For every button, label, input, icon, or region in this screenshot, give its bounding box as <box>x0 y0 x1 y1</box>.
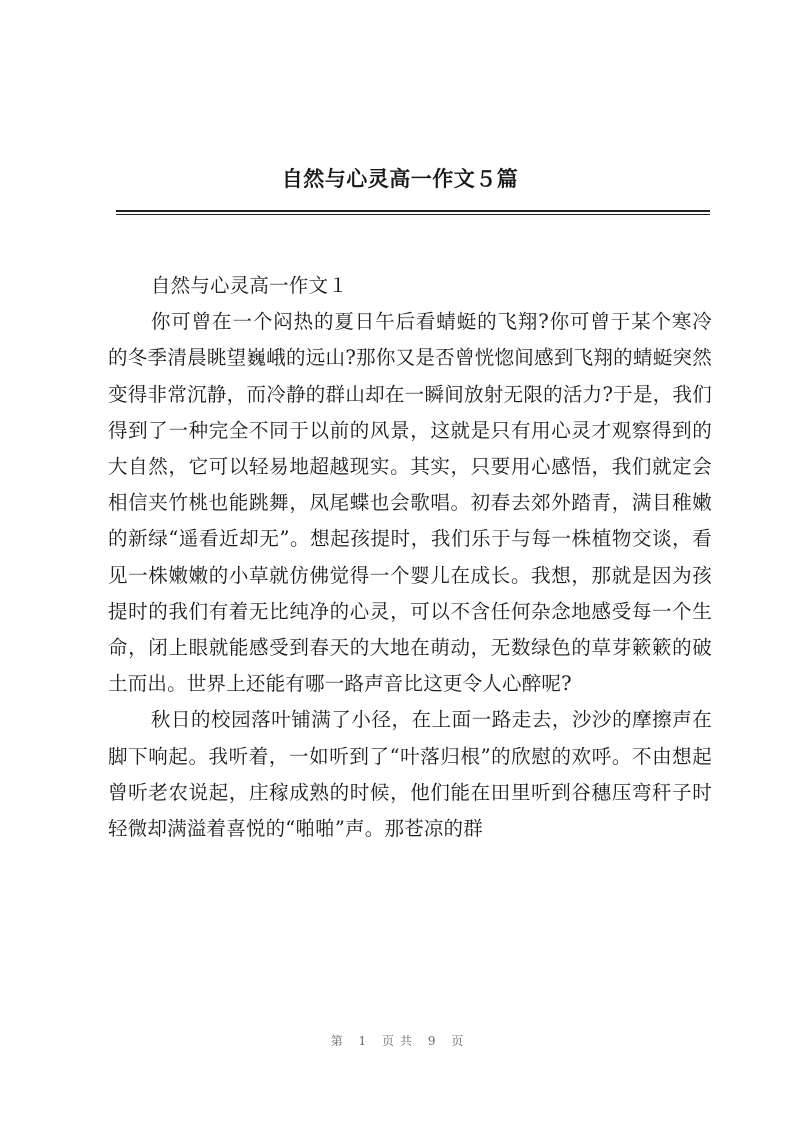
page-number-footer: 第 1 页共 9 页 <box>330 1034 470 1048</box>
body-paragraph: 秋日的校园落叶铺满了小径，在上面一路走去，沙沙的摩擦声在脚下响起。我听着，一如听到了“叶落归根”的欣慰的欢呼。不由想起曾听老农说起，庄稼成熟的时候，他们能在田里听到谷穗压弯秆子时轻微却满溢着喜悦的“啪啪”声。那苍凉的群 <box>108 708 712 841</box>
document-body <box>108 268 712 847</box>
section-heading: 自然与心灵高一作文１ <box>150 274 348 297</box>
title-divider <box>116 210 710 212</box>
body-paragraph: 你可曾在一个闷热的夏日午后看蜻蜓的飞翔?你可曾于某个寒冷的冬季清晨眺望巍峨的远山?那你又是否曾恍惚间感到飞翔的蜻蜓突然变得非常沉静，而冷静的群山却在一瞬间放射无限的活力?于是，我们得到了一种完全不同于以前的风景，这就是只有用心灵才观察得到的大自然，它可以轻易地超越现实。其实，只要用心感悟，我们就定会相信夹竹桃也能跳舞，凤尾蝶也会歌唱。初春去郊外踏青，满目稚嫩的新绿“遥看近却无”。想起孩提时，我们乐于与每一株植物交谈，看见一株嫩嫩的小草就仿佛觉得一个婴儿在成长。我想，那就是因为孩提时的我们有着无比纯净的心灵，可以不含任何杂念地感受每一个生命，闭上眼就能感受到春天的大地在萌动，无数绿色的草芽簌簌的破土而出。世界上还能有哪一路声音比这更令人心醉呢? <box>108 310 712 696</box>
document-title: 自然与心灵高一作文５篇 <box>281 166 519 191</box>
title-divider-thin <box>116 214 710 215</box>
